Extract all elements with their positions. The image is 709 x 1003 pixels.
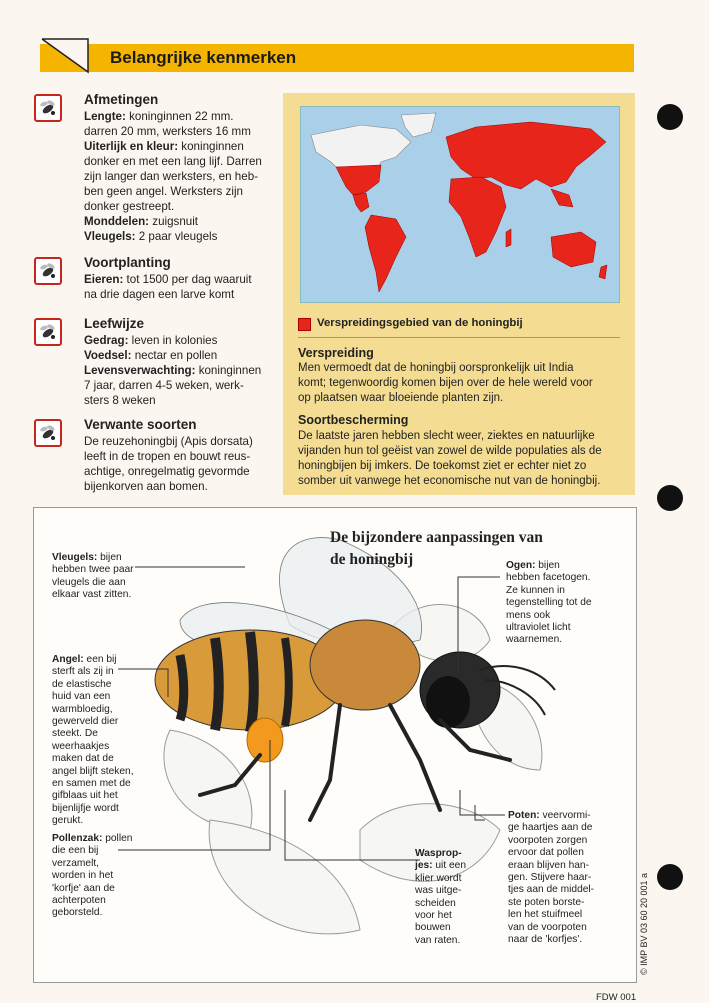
section-body: Gedrag: leven in kolonies Voedsel: nectar en pollen Levensverwachting: koninginnen 7 jaar, darren 4-5 weken, werk- sters 8 weken bbox=[84, 334, 262, 407]
section-title: Verwante soorten bbox=[84, 417, 197, 432]
verspreiding-text: Men vermoedt dat de honingbij oorspronkelijk uit India komt; tegenwoordig komen bijen over de hele wereld voor op plaatsen waar bloeiende planten zijn. bbox=[298, 362, 593, 404]
section-body: De reuzehoningbij (Apis dorsata) leeft in de tropen en bouwt reus- achtige, onregelmatig gevormde bijenkorven aan bomen. bbox=[84, 435, 253, 493]
card-code: FDW 001 bbox=[596, 992, 637, 1003]
annotation-poten: Poten: veervormi- ge haartjes aan de voorpoten zorgen ervoor dat pollen eraan blijven han- gen. Stijvere haar- tjes aan de middel- ste poten borste- len het stuifmeel van de voorpoten naar de 'korfjes'. bbox=[508, 810, 595, 946]
section-body: Eieren: tot 1500 per dag waaruit na drie dagen een larve komt bbox=[84, 273, 252, 301]
annotation-vleugels: Vleugels: bijen hebben twee paar vleugels die aan elkaar vast zitten. bbox=[52, 552, 134, 601]
annotation-ogen: Ogen: bijen hebben facetogen. Ze kunnen in tegenstelling tot de mens ook ultraviolet licht waarnemen. bbox=[506, 560, 592, 646]
section-title: Afmetingen bbox=[84, 92, 159, 107]
annotation-angel: Angel: een bij sterft als zij in de elastische huid van een warmbloedig, gewerveld dier steekt. De weerhaakjes maken dat de angel blijft steken, en samen met de gifblaas uit het bijenlijfje wordt gerukt. bbox=[52, 654, 134, 827]
bescherming-text: De laatste jaren hebben slecht weer, ziektes en natuurlijke vijanden hun tol geëist van zowel de wilde populaties als de honingbijen bij imkers. De toekomst ziet er echter niet zo somber uit vanwege het economische nut van de honingbij. bbox=[298, 430, 602, 487]
annotation-pollenzak: Pollenzak: pollen die een bij verzamelt, worden in het 'korfje' aan de achterpoten geborsteld. bbox=[52, 833, 133, 919]
section-title: Leefwijze bbox=[84, 316, 145, 331]
verspreiding-heading: Verspreiding bbox=[298, 346, 374, 360]
bescherming-heading: Soortbescherming bbox=[298, 413, 409, 427]
section-title: Voortplanting bbox=[84, 255, 171, 270]
annotation-wasproppen: Wasprop- jes: uit een klier wordt was uitge- scheiden voor het bouwen van raten. bbox=[415, 848, 466, 946]
copyright-vertical: © IMP BV 03 60 20 001 a bbox=[639, 872, 649, 975]
illustration-title: De bijzondere aanpassingen van de honingbij bbox=[330, 529, 543, 568]
section-body: Lengte: koninginnen 22 mm. darren 20 mm, werksters 16 mm Uiterlijk en kleur: koninginnen donker en met een lang lijf. Darren zijn langer dan werksters, en heb- ben geen angel. Werksters zijn donker gestreept. Monddelen: zuigsnuit Vleugels: 2 paar vleugels bbox=[84, 110, 262, 243]
map-legend: Verspreidingsgebied van de honingbij bbox=[317, 317, 523, 329]
page-title: Belangrijke kenmerken bbox=[110, 48, 297, 67]
